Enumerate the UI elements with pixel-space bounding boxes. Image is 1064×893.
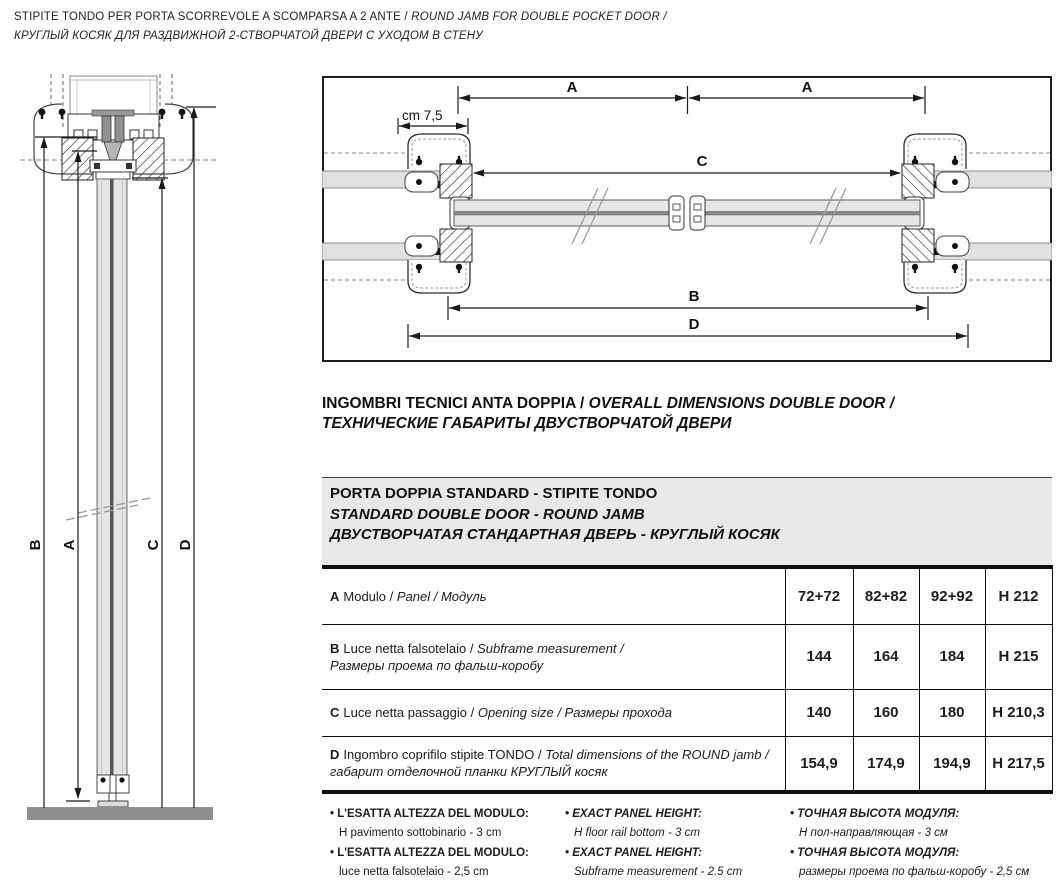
row-a-label: A Modulo / Panel / Модуль <box>330 588 487 604</box>
dim-b-vertical <box>35 137 97 808</box>
footnote-item: • ТОЧНАЯ ВЫСОТА МОДУЛЯ: размеры проема по фальш-коробу - 2,5 см <box>790 846 1060 879</box>
plan-label-b: B <box>688 288 700 305</box>
row-b-value-3: 184 <box>919 624 985 689</box>
row-c-value-4: H 210,3 <box>985 689 1052 736</box>
table-row-d <box>322 736 1052 792</box>
row-d-value-1: 154,9 <box>785 736 853 792</box>
row-b-value-2: 164 <box>853 624 919 689</box>
dim-a-vertical <box>66 151 97 801</box>
jamb-left <box>322 134 472 293</box>
footnotes-italian <box>330 806 558 885</box>
doc-title-line1: STIPITE TONDO PER PORTA SCORREVOLE A SCOMPARSA A 2 ANTE / ROUND JAMB FOR DOUBLE POCKET DOOR / <box>14 11 667 23</box>
plan-view-drawing <box>322 76 1052 363</box>
footnote-item: • EXACT PANEL HEIGHT: Subframe measurement - 2.5 cm <box>565 846 783 879</box>
dim-d-vertical <box>186 107 216 808</box>
dim-c <box>473 170 901 177</box>
section-label-d: D <box>177 539 194 551</box>
row-d-label: D Ingombro coprifilo stipite TONDO / Total dimensions of the ROUND jamb / габарит отделочной планки КРУГЛЫЙ косяк <box>322 736 785 792</box>
row-d-value-2: 174,9 <box>853 736 919 792</box>
section-heading-line1: INGOMBRI TECNICI ANTA DOPPIA / OVERALL DIMENSIONS DOUBLE DOOR / <box>322 395 895 412</box>
row-d-value-4: H 217,5 <box>985 736 1052 792</box>
row-b-label: B Luce netta falsotelaio / Subframe measurement / Размеры проема по фальш-коробу <box>322 624 785 689</box>
dimensions-table-wrap <box>322 565 1052 794</box>
footnote-item: • L'ESATTA ALTEZZA DEL MODULO: luce netta falsotelaio - 2,5 cm <box>330 846 558 879</box>
panel-bracket <box>90 160 136 179</box>
doc-title <box>14 8 994 46</box>
row-b-value-4: H 215 <box>985 624 1052 689</box>
row-a-value-2: 82+82 <box>853 567 919 624</box>
section-label-c: C <box>145 539 162 551</box>
row-d-value-3: 194,9 <box>919 736 985 792</box>
footnote-item: • EXACT PANEL HEIGHT: H floor rail bottom - 3 cm <box>565 807 783 840</box>
section-heading <box>322 394 1052 433</box>
plan-label-c: C <box>696 153 708 170</box>
row-c-label: C Luce netta passaggio / Opening size / Размеры прохода <box>322 689 785 736</box>
table-title-line1: PORTA DOPPIA STANDARD - STIPITE TONDO <box>330 485 658 502</box>
dim-a <box>458 86 925 114</box>
plan-label-d: D <box>688 316 700 333</box>
footnotes-russian <box>790 806 1060 885</box>
footnote-item: • L'ESATTA ALTEZZA DEL MODULO: H pavimento sottobinario - 3 cm <box>330 807 558 840</box>
table-row-b <box>322 624 1052 689</box>
dim-c-vertical <box>132 178 168 808</box>
footnotes-english <box>565 806 783 885</box>
row-c-value-3: 180 <box>919 689 985 736</box>
table-title-line3: ДВУСТВОРЧАТАЯ СТАНДАРТНАЯ ДВЕРЬ - КРУГЛЫЙ КОСЯК <box>330 526 780 543</box>
floor-guide <box>97 775 129 807</box>
row-c-value-1: 140 <box>785 689 853 736</box>
section-label-a: A <box>61 539 78 551</box>
footnotes <box>322 806 1064 891</box>
table-title-line2: STANDARD DOUBLE DOOR - ROUND JAMB <box>330 505 645 523</box>
table-row-a <box>322 567 1052 624</box>
floor-bar <box>27 807 213 820</box>
row-c-value-2: 160 <box>853 689 919 736</box>
row-a-value-1: 72+72 <box>785 567 853 624</box>
doc-title-line2: КРУГЛЫЙ КОСЯК ДЛЯ РАЗДВИЖНОЙ 2-СТВОРЧАТОЙ ДВЕРИ С УХОДОМ В СТЕНУ <box>14 30 483 42</box>
jamb-right <box>902 134 1052 293</box>
footnote-item: • ТОЧНАЯ ВЫСОТА МОДУЛЯ: Н пол-направляющая - 3 см <box>790 807 1060 840</box>
row-a-value-3: 92+92 <box>919 567 985 624</box>
row-b-value-1: 144 <box>785 624 853 689</box>
table-title <box>322 477 1052 565</box>
section-heading-line2: ТЕХНИЧЕСКИЕ ГАБАРИТЫ ДВУСТВОРЧАТОЙ ДВЕРИ <box>322 414 732 432</box>
plan-label-a-right: A <box>801 79 813 96</box>
dimensions-table <box>322 565 1053 794</box>
table-row-c <box>322 689 1052 736</box>
section-label-b: B <box>27 539 44 551</box>
vertical-section-drawing <box>20 58 220 838</box>
plan-label-a-left: A <box>566 79 578 96</box>
plan-label-jamb-width: cm 7,5 <box>402 108 443 123</box>
door-panels-plan <box>454 188 920 244</box>
row-a-value-4: H 212 <box>985 567 1052 624</box>
